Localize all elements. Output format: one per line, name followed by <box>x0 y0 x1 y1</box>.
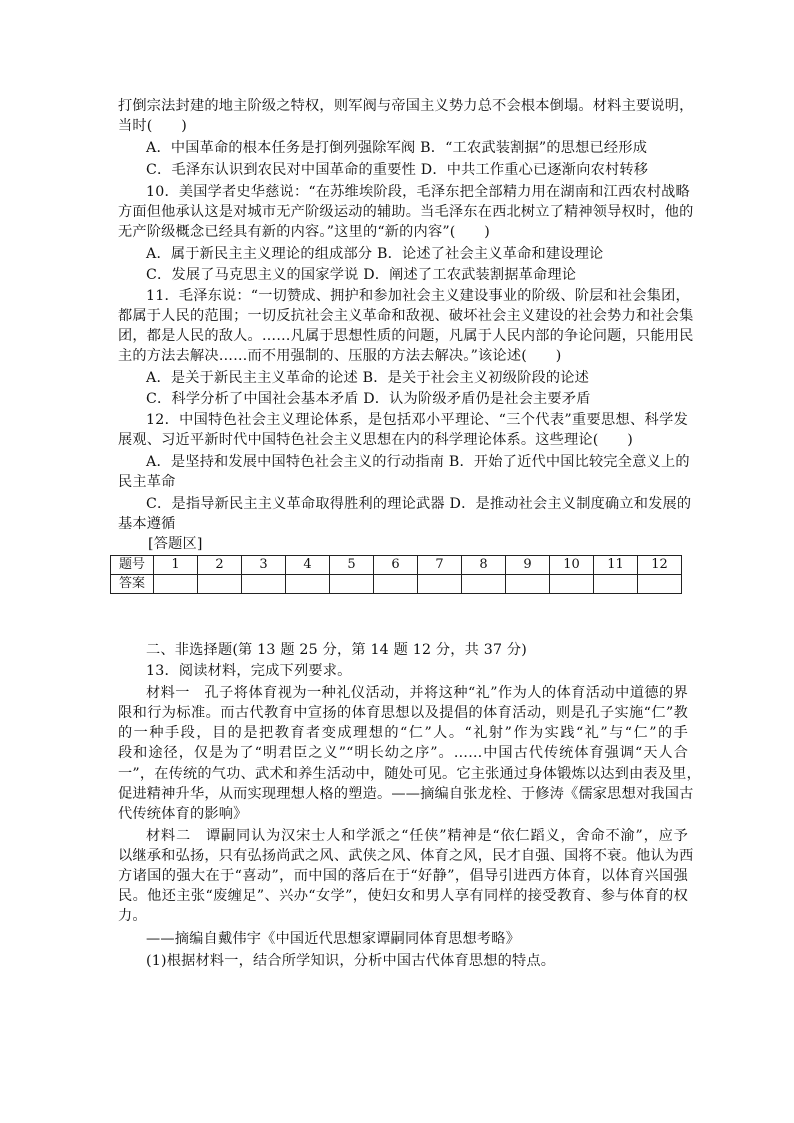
answer-area-label: [答题区] <box>148 536 203 552</box>
material2-line-3: 方诸国的强大在于“喜动”，而中国的落后在于“好静”，倡导引进西方体育，以体育兴国强 <box>118 868 688 884</box>
answer-cell[interactable] <box>330 575 374 594</box>
material1-line-5: 一”，在传统的气功、武术和养生活动中，随处可见。它主张通过身体锻炼以达到由表及里， <box>118 766 701 782</box>
answer-cell[interactable] <box>550 575 594 594</box>
question-number-cell: 4 <box>286 556 330 575</box>
question-number-cell: 10 <box>550 556 594 575</box>
q12-option-ab-line-2: 民主革命 <box>118 474 176 490</box>
q12-option-ab-line-1: A．是坚持和发展中国特色社会主义的行动指南 B．开始了近代中国比较完全意义上的 <box>146 454 690 470</box>
q13-intro: 13．阅读材料，完成下列要求。 <box>146 663 352 679</box>
q11-stem-line-1: 11．毛泽东说：“一切赞成、拥护和参加社会主义建设事业的阶级、阶层和社会集团， <box>146 288 690 304</box>
answer-cell[interactable] <box>242 575 286 594</box>
question-number-header: 题号 <box>111 556 154 575</box>
q9-options-ab: A．中国革命的根本任务是打倒列强除军阀 B．“工农武装割据”的思想已经形成 <box>146 140 648 156</box>
q9-stem-line-2: 当时( ) <box>118 118 188 134</box>
q11-stem-line-3: 团，都是人民的敌人。……凡属于思想性质的问题，凡属于人民内部的争论问题，只能用民 <box>118 328 694 344</box>
material1-line-2: 限和行为标准。而古代教育中宣扬的体育思想以及提倡的体育活动，则是孔子实施“仁”教 <box>118 705 688 721</box>
q10-options-ab: A．属于新民主主义理论的组成部分 B．论述了社会主义革命和建设理论 <box>146 246 604 262</box>
section2-heading: 二、非选择题(第 13 题 25 分，第 14 题 12 分，共 37 分) <box>146 642 528 658</box>
material1-line-7: 代传统体育的影响》 <box>118 806 248 822</box>
answer-cell[interactable] <box>286 575 330 594</box>
material2-line-2: 以继承和弘扬，只有弘扬尚武之风、武侠之风、体育之风，民才自强、国将不衰。他认为西 <box>118 848 694 864</box>
q11-stem-line-2: 都属于人民的范围；一切反抗社会主义革命和敌视、破坏社会主义建设的社会势力和社会集 <box>118 308 694 324</box>
question-number-cell: 7 <box>418 556 462 575</box>
question-number-cell: 1 <box>154 556 198 575</box>
answer-cell[interactable] <box>462 575 506 594</box>
material1-line-1: 材料一 孔子将体育视为一种礼仪活动，并将这种“礼”作为人的体育活动中道德的界 <box>146 685 688 701</box>
answer-cell[interactable] <box>418 575 462 594</box>
question-number-cell: 11 <box>594 556 638 575</box>
answer-cell[interactable] <box>594 575 638 594</box>
material1-line-3: 的一种手段，目的是把教育者变成理想的“仁”人。“礼射”作为实践“礼”与“仁”的手 <box>118 725 688 741</box>
answer-cell[interactable] <box>506 575 550 594</box>
answer-table <box>110 555 682 594</box>
material2-line-4: 民。他还主张“废缠足”、兴办“女学”，使妇女和男人享有同样的接受教育、参与体育的权 <box>118 888 688 904</box>
q12-stem-line-1: 12．中国特色社会主义理论体系，是包括邓小平理论、“三个代表”重要思想、科学发 <box>146 412 688 428</box>
answer-cell[interactable] <box>154 575 198 594</box>
q10-stem-line-1: 10．美国学者史华慈说：“在苏维埃阶段，毛泽东把全部精力用在湖南和江西农村战略 <box>146 184 690 200</box>
question-number-cell: 2 <box>198 556 242 575</box>
material1-line-4: 段和途径，仅是为了“明君臣之义”“明长幼之序”。……中国古代传统体育强调“天人合 <box>118 745 688 761</box>
q10-stem-line-2: 方面但他承认这是对城市无产阶级运动的辅助。当毛泽东在西北树立了精神领导权时，他的 <box>118 204 694 220</box>
q10-options-cd: C．发展了马克思主义的国家学说 D．阐述了工农武装割据革命理论 <box>146 267 577 283</box>
answer-table-answer-row <box>111 575 682 594</box>
answer-cell[interactable] <box>374 575 418 594</box>
answer-cell[interactable] <box>638 575 682 594</box>
question-number-cell: 6 <box>374 556 418 575</box>
question-number-cell: 8 <box>462 556 506 575</box>
answer-table-number-row <box>111 556 682 575</box>
material1-line-6: 促进精神升华，从而实现理想人格的塑造。——摘编自张龙栓、于修涛《儒家思想对我国古 <box>118 786 694 802</box>
question-number-cell: 5 <box>330 556 374 575</box>
material2-line-1: 材料二 谭嗣同认为汉宋士人和学派之“任侠”精神是“依仁蹈义，舍命不渝”，应予 <box>146 828 688 844</box>
q10-stem-line-3: 无产阶级概念已经具有新的内容。”这里的“新的内容”( ) <box>118 224 491 240</box>
q13-part1: (1)根据材料一，结合所学知识，分析中国古代体育思想的特点。 <box>146 953 556 969</box>
answer-header: 答案 <box>111 575 154 594</box>
q11-options-cd: C．科学分析了中国社会基本矛盾 D．认为阶级矛盾仍是社会主要矛盾 <box>146 391 591 407</box>
q11-stem-line-4: 主的方法去解决……而不用强制的、压服的方法去解决。”该论述( ) <box>118 348 562 364</box>
question-number-cell: 3 <box>242 556 286 575</box>
question-number-cell: 9 <box>506 556 550 575</box>
q12-option-cd-line-2: 基本遵循 <box>118 516 176 532</box>
material2-source: ——摘编自戴伟宇《中国近代思想家谭嗣同体育思想考略》 <box>146 931 521 947</box>
q12-stem-line-2: 展观、习近平新时代中国特色社会主义思想在内的科学理论体系。这些理论( ) <box>118 432 634 448</box>
q11-options-ab: A．是关于新民主主义革命的论述 B．是关于社会主义初级阶段的论述 <box>146 370 590 386</box>
q9-options-cd: C．毛泽东认识到农民对中国革命的重要性 D．中共工作重心已逐渐向农村转移 <box>146 162 649 178</box>
q12-option-cd-line-1: C．是指导新民主主义革命取得胜利的理论武器 D．是推动社会主义制度确立和发展的 <box>146 496 692 512</box>
material2-line-5: 力。 <box>118 908 147 924</box>
question-number-cell: 12 <box>638 556 682 575</box>
q9-stem-line-1: 打倒宗法封建的地主阶级之特权，则军阀与帝国主义势力总不会根本倒塌。材料主要说明， <box>118 98 694 114</box>
answer-cell[interactable] <box>198 575 242 594</box>
